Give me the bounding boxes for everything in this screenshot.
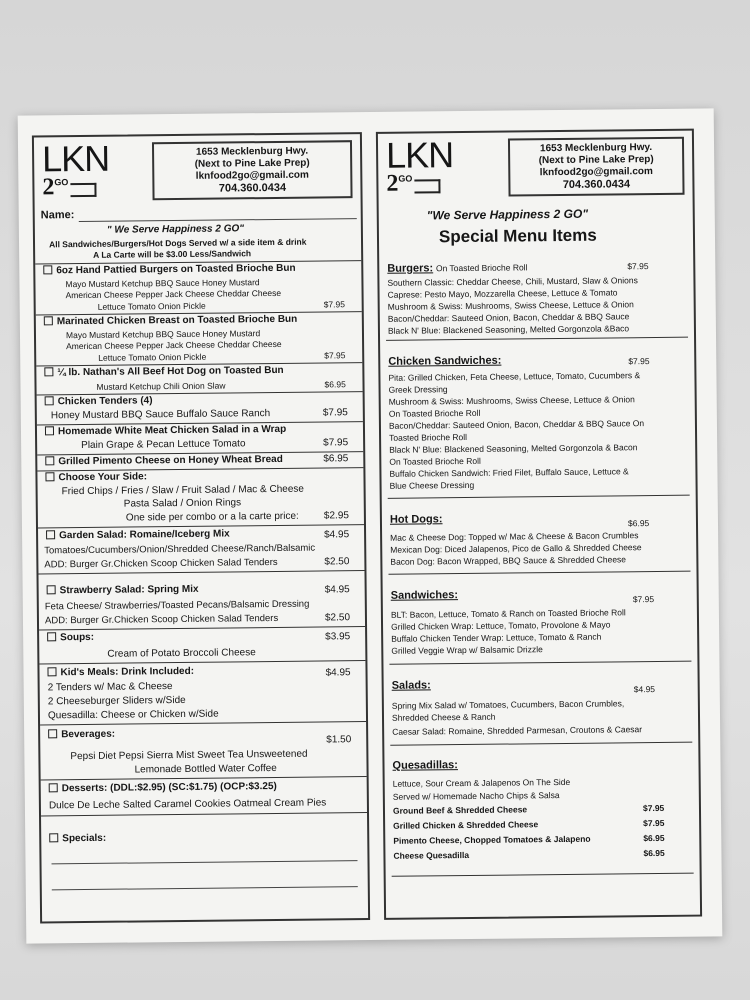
specials-line[interactable] xyxy=(52,886,358,890)
checkbox[interactable] xyxy=(45,396,54,405)
checkbox[interactable] xyxy=(48,729,57,738)
specials-item[interactable]: Specials: xyxy=(49,833,106,846)
logo-arrow-icon xyxy=(70,183,96,197)
left-header xyxy=(34,134,361,207)
burger-item[interactable]: 6oz Hand Pattied Burgers on Toasted Brioche Bun xyxy=(43,263,295,278)
hotdog-item[interactable]: ¼ lb. Nathan's All Beef Hot Dog on Toasted Bun xyxy=(44,365,283,380)
beverages-item[interactable]: Beverages: xyxy=(48,729,115,742)
name-line[interactable] xyxy=(79,218,357,222)
checkbox[interactable] xyxy=(47,585,56,594)
chicken-item[interactable]: Marinated Chicken Breast on Toasted Brioche Bun xyxy=(44,314,298,329)
salads-heading: Salads: xyxy=(391,679,431,692)
garden-salad-item[interactable]: Garden Salad: Romaine/Iceberg Mix xyxy=(46,528,230,542)
checkbox[interactable] xyxy=(43,265,52,274)
checkbox[interactable] xyxy=(45,456,54,465)
side-item[interactable]: Choose Your Side: xyxy=(45,471,147,484)
checkbox[interactable] xyxy=(47,667,56,676)
salad-wrap-item[interactable]: Homemade White Meat Chicken Salad in a Wrap xyxy=(45,424,286,439)
desserts-item[interactable]: Desserts: (DDL:$2.95) (SC:$1.75) (OCP:$3.25) xyxy=(49,781,277,795)
soups-item[interactable]: Soups: xyxy=(47,632,94,644)
hotdogs-heading: Hot Dogs: xyxy=(389,513,443,526)
special-menu-column: LKN $2^{GO}$ 1653 Mecklenburg Hwy. (Next to Pine Lake Prep) lknfood2go@gmail.com 704.360.0434 "We Serve Happiness 2 GO" Special Menu Items Burgers: On Toasted Brioche Roll $7.95 Southern Classic: Cheddar Cheese, Chili, Mustard, Slaw & Onions Caprese: Pesto Mayo, Mozzarella Cheese, Lettuce & Tomato Mushroom & Swiss: Mushrooms, Swiss Cheese, Lettuce & Onion Bacon/Cheddar: Sauteed Onion, Bacon, Cheddar & BBQ Sauce Black N' Blue: Blackened Seasoning, Melted Gorgonzola &Baco Chicken Sandwiches: $7.95 Pita: Grilled Chicken, Feta Cheese, Lettuce, Tomato, Cucumbers & Greek Dressing Mushroom & Swiss: Mushrooms, Swiss Cheese, Lettuce & Onion On Toasted Brioche Roll Bacon/Cheddar: Sauteed Onion, Bacon, Cheddar & BBQ Sauce On Toasted Brioche Roll Black N' Blue: Blackened Seasoning, Melted Gorgonzola & Bacon On Toasted Brioche Roll Buffalo Chicken Sandwich: Fried Filet, Buffalo Sauce, Lettuce & Blue Cheese Dressing Hot Dogs: $6.95 Mac & Cheese Dog: Topped w/ Mac & Cheese & Bacon Crumbles Mexican Dog: Diced Jalapenos, Pico de Gallo & Shredded Cheese Bacon Dog: Bacon Wrapped, BBQ Sauce & Shredded Cheese Sandwiches: $7.95 BLT: Bacon, Lettuce, Tomato & Ranch on Toasted Brioche Roll Grilled Chicken Wrap: Lettuce, Tomato, Provolone & Mayo Buffalo Chicken Tender Wrap: Lettuce, Tomato & Ranch Grilled Veggie Wrap w/ Balsamic Drizzle Salads: $4.95 Spring Mix Salad w/ Tomatoes, Cucumbers, Bacon Crumbles, Shredded Cheese & Ranch Caesar Salad: Romaine, Shredded Parmesan, Croutons & Caesar Quesadillas: Lettuce, Sour Cream & Jalapenos On The Side Served w/ Homemade Nacho Chips & Salsa Ground Beef & Shredded Cheese $7.95 Grilled Chicken & Shredded Cheese $7.95 Pimento Cheese, Chopped Tomatoes & Jalapeno $6.95 Cheese Quesadilla $6.95 xyxy=(376,129,702,920)
special-menu-title: Special Menu Items xyxy=(438,225,597,247)
checkbox[interactable] xyxy=(46,530,55,539)
burgers-heading: Burgers: On Toasted Brioche Roll xyxy=(387,262,528,275)
lkn-logo: LKN $2^{GO}$ xyxy=(385,134,454,197)
kids-meals-item[interactable]: Kid's Meals: Drink Included: xyxy=(47,666,194,680)
quesadillas-heading: Quesadillas: xyxy=(392,759,458,772)
pimento-item[interactable]: Grilled Pimento Cheese on Honey Wheat Bread xyxy=(45,454,283,468)
checkbox[interactable] xyxy=(45,472,54,481)
logo-arrow-icon xyxy=(414,179,440,193)
checkbox[interactable] xyxy=(47,632,56,641)
checkbox[interactable] xyxy=(45,426,54,435)
address-box: 1653 Mecklenburg Hwy. (Next to Pine Lake Prep) lknfood2go@gmail.com 704.360.0434 xyxy=(508,137,685,197)
checkbox[interactable] xyxy=(49,833,58,842)
strawberry-salad-item[interactable]: Strawberry Salad: Spring Mix xyxy=(47,584,199,598)
order-form-column: LKN $2^{GO}$ 1653 Mecklenburg Hwy. (Next to Pine Lake Prep) lknfood2go@gmail.com 704.360.0434 Name: " We Serve Happiness 2 GO" All Sandwiches/Burgers/Hot Dogs Served w/ a side item & drink A La Carte will be $3.00 Less/Sandwich 6oz Hand Pattied Burgers on Toasted Brioche Bun Mayo Mustard Ketchup BBQ Sauce Honey Mustard American Cheese Pepper Jack Cheese Cheddar Cheese Lettuce Tomato Onion Pickle $7.95 Marinated Chicken Breast on Toasted Brioche Bun Mayo Mustard Ketchup BBQ Sauce Honey Mustard American Cheese Pepper Jack Cheese Cheddar Cheese Lettuce Tomato Onion Pickle $7.95 ¼ lb. Nathan's All Beef Hot Dog on Toasted Bun Mustard Ketchup Chili Onion Slaw $6.95 Chicken Tenders (4) Honey Mustard BBQ Sauce Buffalo Sauce Ranch $7.95 Homemade White Meat Chicken Salad in a Wrap Plain Grape & Pecan Lettuce Tomato $7.95 Grilled Pimento Cheese on Honey Wheat Bread $6.95 Choose Your Side: Fried Chips / Fries / Slaw / Fruit Salad / Mac & Cheese Pasta Salad / Onion Rings One side per combo or a la carte price: $2.95 Garden Salad: Romaine/Iceberg Mix $4.95 Tomatoes/Cucumbers/Onion/Shredded Cheese/Ranch/Balsamic ADD: Burger Gr.Chicken Scoop Chicken Salad Tenders $2.50 Strawberry Salad: Spring Mix $4.95 Feta Cheese/ Strawberries/Toasted Pecans/Balsamic Dressing ADD: Burger Gr.Chicken Scoop Chicken Salad Tenders $2.50 Soups: $3.95 Cream of Potato Broccoli Cheese Kid's Meals: Drink Included: $4.95 2 Tenders w/ Mac & Cheese 2 Cheeseburger Sliders w/Side Quesadilla: Cheese or Chicken w/Side Beverages: $1.50 Pepsi Diet Pepsi Sierra Mist Sweet Tea Unsweetened Lemonade Bottled Water Coffee Desserts: (DDL:$2.95) (SC:$1.75) (OCP:$3.25) Dulce De Leche Salted Caramel Cookies Oatmeal Cream Pies Specials: xyxy=(32,132,370,923)
chicken-heading: Chicken Sandwiches: xyxy=(388,354,502,368)
checkbox[interactable] xyxy=(44,367,53,376)
lkn-logo: LKN $2^{GO}$ xyxy=(41,137,110,201)
checkbox[interactable] xyxy=(44,316,53,325)
sandwiches-heading: Sandwiches: xyxy=(390,589,459,602)
checkbox[interactable] xyxy=(49,783,58,792)
specials-line[interactable] xyxy=(52,860,358,864)
menu-sheet xyxy=(18,108,723,943)
right-slogan: "We Serve Happiness 2 GO" xyxy=(426,206,589,223)
right-header xyxy=(378,131,693,204)
tenders-item[interactable]: Chicken Tenders (4) xyxy=(45,395,153,408)
address-box: 1653 Mecklenburg Hwy. (Next to Pine Lake Prep) lknfood2go@gmail.com 704.360.0434 xyxy=(152,140,353,200)
name-label: Name: xyxy=(40,209,75,222)
left-slogan: " We Serve Happiness 2 GO" xyxy=(106,223,245,236)
